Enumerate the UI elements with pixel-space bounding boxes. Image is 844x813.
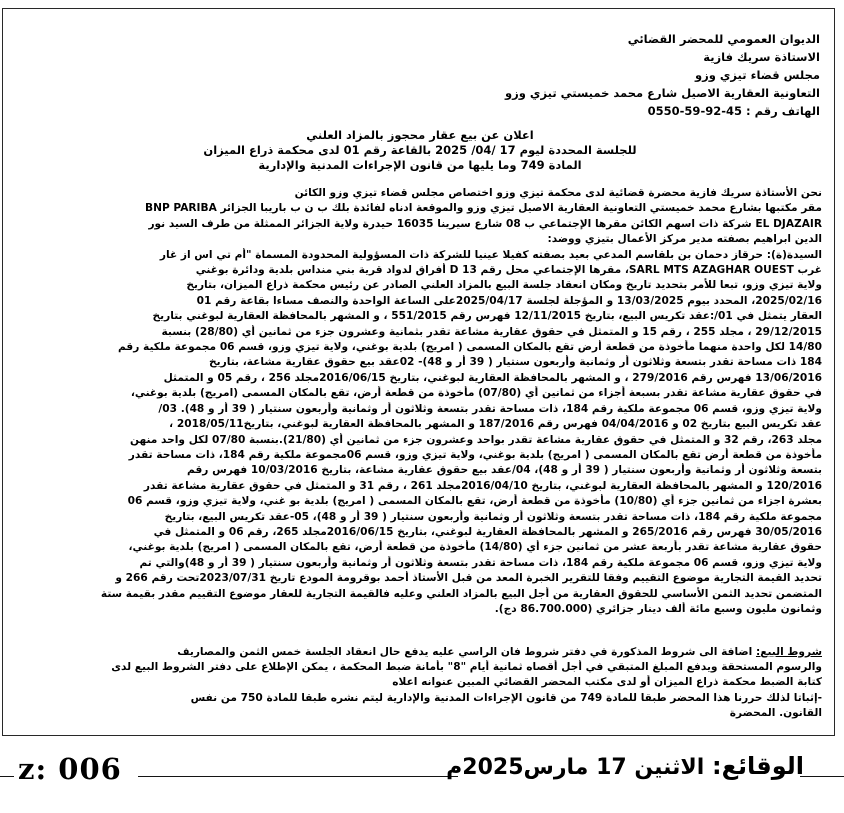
- body-line: EL DJAZAIR شركة ذات اسهم الكائن مقرها الإجتماعي ب 08 شارع سيرينا 16035 حيدرة ولاية الجزائر الممثلة من طرف السيد نور: [148, 217, 822, 230]
- body-line: عقد تكريس البيع بتاريخ 02 و 04/04/2016 فهرس رقم 187/2016 و المشهر بالمحافظة العقارية لبوغني، بتاريخ2018/05/11 ،: [169, 418, 822, 431]
- header-address: التعاونية العقارية الاصيل شارع محمد خميستي تيزي وزو: [505, 86, 820, 100]
- bailiff-header: [460, 30, 820, 120]
- body-line: بتسعة وثلاثون أر وثمانية وأربعون سنتيار ( 39 أر و 48)، 04/عقد بيع حقوق عقارية مشاعة، بتاريخ 10/03/2016 فهرس رقم: [187, 464, 822, 477]
- conditions-line: كتابة الضبط محكمة ذراع الميزان أو لدى مكتب المحضر القضائي المبين عنوانه اعلاه: [392, 676, 822, 689]
- body-line: نحن الأستاذة سريك فازية محضرة قضائية لدى محكمة تيزي وزو اختصاص مجلس قضاء تيزي وزو الكائن: [294, 187, 822, 199]
- body-line: ولاية تيزي وزو، قسم 06 مجموعة ملكية رقم 184، ذات مساحة تقدر بتسعة وثلاثون أر وثمانية وأربعون سنتيار ( 39 أر و 48)والتي تم: [139, 556, 822, 569]
- conditions-text: اضافة الى شروط المذكورة في دفتر شروط فان الراسي عليه يدفع حال انعقاد الجلسة خمس الثمن والمصاريف: [177, 646, 756, 658]
- footer-divider: [0, 776, 14, 777]
- body-line: حقوق عقارية مشاعة تقدر بأربعة عشر من ثمانين جزء أي (14/80) مأخوذة من قطعة أرض، تقع بالمكان المسمى ( امريج) بلدية بوغني،: [128, 541, 822, 554]
- publication-date: الاثنين 17 مارس2025م: [446, 755, 705, 780]
- body-line: بعشرة اجزاء من ثمانين جزء أي (10/80) مأخوذة من قطعة أرض، تقع بالمكان المسمى ( امريج) بلدية بو غني، ولاية تيزي وزو، قسم 06: [127, 495, 822, 508]
- body-line: المتضمن تحديد الثمن الأساسي للحقوق العقارية من أجل البيع بالمزاد العلني وعليه فالقيمة التجارية للعقار موضوع التقييم مقدر بقيمة ستة: [100, 587, 822, 600]
- body-line: 13/06/2016 فهرس رقم 279/2016 ، و المشهر بالمحافظة العقارية لبوغني، بتاريخ 2016/06/15مجلد 256 ، رقم 05 و المتمثل: [163, 371, 822, 384]
- body-line: ولاية تيزي وزو، قسم 06 مجموعة ملكية رقم 184، ذات مساحة تقدر بتسعة وثلاثون أر وثمانية وأربعون سنتيار ( 39 أر و 48). 03/: [158, 402, 822, 415]
- issue-number: z: 006: [18, 752, 122, 786]
- body-line: مجلد 263، رقم 32 و المتمثل في حقوق عقارية مشاعة تقدر بواحد وعشرون جزء من ثمانين أي (21/80).بنسبة 07/80 لكل واحد منهن: [129, 433, 822, 446]
- announcement-body: [14, 186, 822, 617]
- header-phone: الهاتف رقم : 45-92-59-0550: [647, 104, 820, 118]
- announcement-title: [160, 128, 680, 173]
- body-line: 2025/02/16، المحدد بيوم 13/03/2025 و المؤجلة لجلسة 2025/04/17على الساعة الواحدة والنصف مساءا بقاعة رقم 01: [196, 294, 822, 307]
- body-line: في حقوق عقارية مشاعة تقدر بسبعة أجزاء من ثمانين أي (07/80) مأخوذة من قطعة أرض، تقع بالمكان المسمى (امريج) بلدية بوغني،: [130, 387, 822, 400]
- body-line: مقر مكتبها بشارع محمد خميستي التعاونية العقارية الاصيل تيزي وزو والموقعة ادناه لفائدة بلك ب ن ب باريبا الجزائر BNP PARIBA: [145, 202, 822, 215]
- title-line: اعلان عن بيع عقار محجوز بالمزاد العلني: [306, 128, 534, 142]
- conditions-line: [14, 645, 822, 660]
- body-line: ولاية تيزي وزو، تبعا للأمر بتحديد تاريخ ومكان انعقاد جلسة البيع بالمزاد العلني الصادر عن رئيس محكمة ذراع الميزان، بتاريخ: [186, 279, 822, 292]
- body-line: غرب SARL MTS AZAGHAR OUEST، مقرها الإجتماعي محل رقم D 13 أفراق لدواد قرية بني منداس بلدية ودائرة بوغني: [195, 264, 822, 277]
- sale-conditions: [14, 645, 822, 721]
- body-line: وثمانون مليون وسبع مائة ألف دينار جزائري (86.700.000 دج).: [494, 602, 822, 615]
- legal-article-line: المادة 749 وما يليها من قانون الإجراءات المدنية والإدارية: [258, 158, 582, 172]
- conditions-label: شروط البيع:: [755, 646, 822, 658]
- body-line: 120/2016 و المشهر بالمحافظة العقارية لبوغني، بتاريخ 2016/04/10مجلد 261 ، رقم 31 و المتمثل في حقوق عقارية مشاعة تقدر: [143, 479, 822, 492]
- conditions-line: -إثباتا لذلك حررنا هذا المحضر طبقا للمادة 749 من قانون الإجراءات المدنية والإدارية ليتم نشره طبقا للمادة 750 من نفس: [190, 691, 822, 704]
- header-court: مجلس قضاء تيزي وزو: [694, 68, 820, 82]
- header-office-line: الديوان العمومي للمحضر القضائي: [627, 32, 820, 46]
- body-line: مجموعة ملكية رقم 184، ذات مساحة تقدر بتسعة وثلاثون أر وثمانية وأربعون سنتيار ( 39 أر و 48)، 05-عقد تكريس البيع، بتاريخ: [164, 510, 822, 523]
- body-line: السيدة(ة): حرقاز دحمان بن بلقاسم المدعي بعيد بصفته كفيلا عينيا للشركة ذات المسؤولية المحدودة المسماة "أم تي اس از غار: [159, 248, 822, 261]
- body-line: 29/12/2015 ، مجلد 255 ، رقم 15 و المتمثل في حقوق عقارية مشاعة تقدر بثمانية وعشرون جزء من ثمانين أي (28/80) بنسبة: [161, 325, 822, 338]
- body-line: مأخوذة من قطعة أرض تقع بالمكان المسمى ( امريج) بلدية بوغني، ولاية تيزي وزو، قسم 06مجموعة ملكية رقم 184، ذات مساحة تقدر: [128, 448, 822, 461]
- session-line: للجلسة المحددة ليوم 17 /04/ 2025 بالقاعة رقم 01 لدى محكمة ذراع الميزان: [203, 143, 637, 157]
- body-line: 14/80 لكل واحدة منهما مأخوذة من قطعة أرض تقع بالمكان المسمى ( امريج) بلدية بوغني، ولاية تيزي وزو، قسم 06 مجموعة ملكية رقم: [118, 341, 822, 354]
- newspaper-name: الوقائع:: [711, 752, 804, 780]
- body-line: العقار يتمثل في 01/:عقد تكريس البيع، بتاريخ 12/11/2015 فهرس رقم 551/2015 ، و المشهر بالمحافظة العقارية لبوغني بتاريخ: [152, 310, 822, 323]
- publication-footer: [446, 752, 804, 780]
- body-line: الدين ابراهيم بصفته مدير مركز الأعمال بتيزي ووضد:: [547, 233, 822, 246]
- header-bailiff-name: الاستاذة سريك فازية: [703, 50, 820, 64]
- body-line: تحديد القيمة التجارية موضوع التقييم وفقا للتقرير الخبرة المعد من قبل الأستاذ أحمد بوقرومة المودع تاريخ 2023/07/31تحت رقم 266 و: [115, 572, 822, 585]
- footer-divider: [800, 776, 844, 777]
- conditions-line: القانون. المحضرة: [729, 706, 822, 719]
- body-line: 30/05/2016 فهرس رقم 265/2016 و المشهر بالمحافظة العقارية لبوغني، بتاريخ 2016/06/15مجلد 265، رقم 06 و المتمثل في: [153, 525, 822, 538]
- conditions-line: والرسوم المستحقة ويدفع المبلغ المتبقي في أجل أقصاه ثمانية أيام "8" بأمانة ضبط المحكمة ، يمكن الإطلاع على دفتر الشروط البيع لدى: [111, 661, 822, 674]
- footer-divider: [138, 776, 458, 777]
- body-line: 184 ذات مساحة تقدر بتسعة وثلاثون أر وثمانية وأربعون سنتيار ( 39 أر و 48)- 02عقد بيع حقوق عقارية مشاعة، بتاريخ: [209, 356, 822, 369]
